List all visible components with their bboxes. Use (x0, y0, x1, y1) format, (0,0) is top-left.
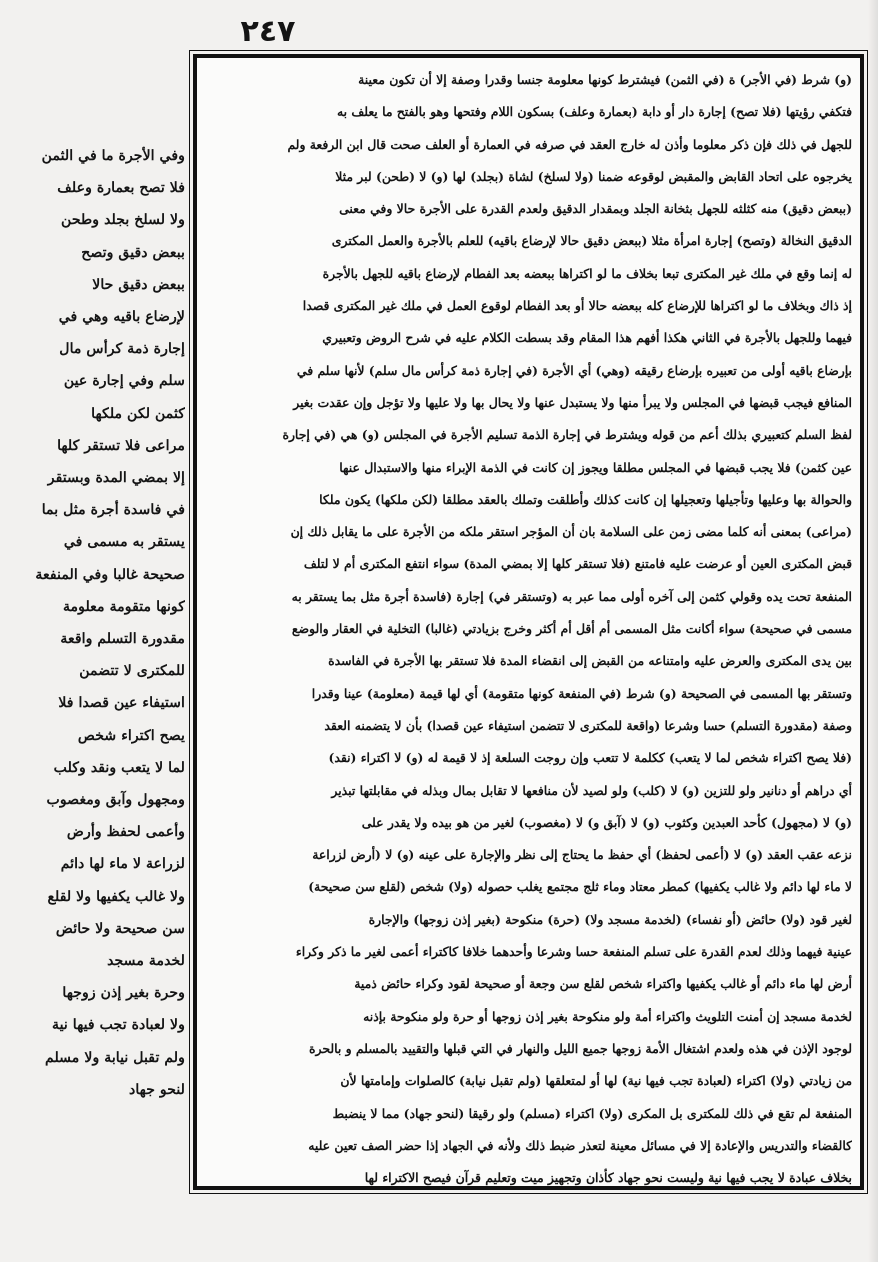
main-text-line: لخدمة مسجد إن أمنت التلويث واكتراء أمة ولو منكوحة بغير إذن زوجها أو حرة ولو منكوحة بإذنه (363, 1008, 852, 1024)
margin-text-line: وحرة بغير إذن زوجها (62, 985, 185, 1002)
margin-text-line: إلا بمضي المدة وبستقر (47, 470, 185, 487)
margin-text-line: يستقر به مسمى في (63, 534, 185, 551)
main-text-line: نزعه عقب العقد (و) لا (أعمى لحفظ) أي حفظ ما يحتاج إلى نظر والإجارة على عينه (و) لا (أرض لزراعة (312, 847, 852, 863)
main-text-line: (و) لا (مجهول) كأحد العبدين وكثوب (و) لا (آبق و) لا (مغصوب) لغير من هو بيده ولا يقدر على (361, 814, 852, 830)
main-text-line: المنفعة تحت يده وقولي كثمن إلى آخره أولى مما عبر به (وتستقر في) إجارة (فاسدة أجرة مثل بما يستقر به (291, 588, 852, 604)
main-text-line: بإرضاع باقيه أولى من تعبيره بإرضاع رقيقه (وهي) أي الأجرة (في إجارة ذمة كرأس مال سلم) لأنها سلم في (296, 362, 852, 378)
main-text-line: أرض لها ماء دائم أو غالب يكفيها واكتراء شخص لقلع سن وجعة أو صحيحة لقود وكراء حائض ذمية (354, 976, 852, 992)
main-text-body (205, 64, 852, 1190)
main-text-line: بين يدى المكترى والعرض عليه وامتناعه من القبض إلى انقضاء المدة فلا تستقر بها الأجرة في الفاسدة (328, 653, 852, 669)
margin-text-line: سلم وفي إجارة عين (63, 373, 185, 390)
main-text-line: فتكفي رؤيتها (فلا تصح) إجارة دار أو دابة (بعمارة وعلف) بسكون اللام وفتحها وهو بالفتح ما يعلف به (337, 104, 852, 120)
main-text-line: أي دراهم أو دنانير ولو للتزين (و) لا (كلب) ولو لصيد لأن منافعها لا تقابل بمال وبذله في مقابلتها تبذير (331, 782, 852, 798)
main-text-line: إذ ذاك وبخلاف ما لو اكتراها للإرضاع كله ببعضه حالا أو بعد الفطام لوقوع العمل في ملك غير المكترى قصدا (302, 298, 852, 314)
main-text-line: الدقيق النخالة (وتصح) إجارة امرأة مثلا (ببعض دقيق حالا لإرضاع باقيه) للعلم بالأجرة والعمل المكترى (331, 233, 852, 249)
main-text-line: والحوالة بها وعليها وتأجيلها وتعجيلها إن كانت كذلك وأطلقت وتملك بالعقد مطلقا (لكن ملكها) يكون ملكا (319, 491, 852, 507)
margin-text-line: كثمن لكن ملكها (91, 405, 185, 422)
main-text-line: فيهما وللجهل بالأجرة في الثاني هكذا أفهم هذا المقام وقد بسطت الكلام عليه في شرح الروض وتعبيري (322, 330, 852, 346)
margin-text-line: ولا لسلخ بجلد وطحن (61, 212, 185, 229)
margin-text-line: ولم تقبل نيابة ولا مسلم (45, 1049, 185, 1066)
margin-text-line: ولا غالب يكفيها ولا لقلع (47, 888, 185, 905)
main-text-line: وصفة (مقدورة التسلم) حسا وشرعا (واقعة للمكترى لا تتضمن استيفاء عين قصدا) بأن لا يتضمنه العقد (324, 717, 852, 733)
main-text-line: قبض المكترى العين أو عرضت عليه فامتنع (فلا تستقر كلها إلا بمضي المدة) سواء انتفع المكترى أم لا لتلف (303, 556, 852, 572)
main-text-line: لوجود الإذن في هذه ولعدم اشتغال الأمة زوجها جميع الليل والنهار في التي قبلها والتقييد بالمسلم و بالحرة (309, 1040, 852, 1056)
margin-text-line: صحيحة غالبا وفي المنفعة (35, 566, 185, 583)
page-edge-shadow (868, 0, 878, 1262)
margin-text-line: إجارة ذمة كرأس مال (59, 341, 185, 358)
margin-text-line: ببعض دقيق حالا (92, 276, 185, 293)
main-text-line: له إنما وقع في ملك غير المكترى تبعا بخلاف ما لو اكتراها ببعضه بعد الفطام لإرضاع باقيه للجهل بالأجرة (322, 265, 852, 281)
main-text-line: (مراعى) بمعنى أنه كلما مضى زمن على السلامة بان أن المؤجر استقر ملكه من الأجرة على ما يقابل ذلك إن (290, 524, 852, 540)
main-text-line: (فلا يصح اكتراء شخص لما لا يتعب) ككلمة لا تتعب وإن روجت السلعة إذ لا قيمة له (و) لا اكتراء (نقد) (328, 750, 852, 766)
main-text-line: وتستقر بها المسمى في الصحيحة (و) شرط (في المنفعة كونها متقومة) أي لها قيمة (معلومة) عينا وقدرا (311, 685, 852, 701)
margin-text-line: ببعض دقيق وتصح (81, 244, 185, 261)
margin-text-line: ولا لعبادة تجب فيها نية (51, 1017, 185, 1034)
margin-text-line: لزراعة لا ماء لها دائم (60, 856, 185, 873)
main-text-frame (193, 54, 864, 1190)
margin-text-line: فلا تصح بعمارة وعلف (57, 180, 185, 197)
margin-text-line: وفي الأجرة ما في الثمن (41, 148, 185, 164)
margin-text-line: سن صحيحة ولا حائض (55, 920, 185, 937)
main-text-line: لفظ السلم كتعبيري بذلك أعم من قوله ويشترط في إجارة الذمة تسليم الأجرة في المجلس (و) هي (في إجارة (282, 427, 852, 443)
main-text-line: بخلاف عبادة لا يجب فيها نية وليست نحو جهاد كأذان وتجهيز ميت وتعليم قرآن فيصح الاكتراء لها (364, 1170, 852, 1186)
main-text-line: يخرجوه على اتحاد القابض والمقبض لوقوعه ضمنا (ولا لسلخ) لشاة (بجلد) لها (و) لا (طحن) لبر مثلا (335, 168, 852, 184)
main-text-line: عين كثمن) فلا يجب قبضها في المجلس مطلقا ويجوز إن كانت في الذمة الإبراء منها والاستبدال عنها (339, 459, 852, 475)
margin-text-line: مقدورة التسلم واقعة (60, 631, 185, 648)
margin-text-line: وأعمى لحفظ وأرض (66, 824, 185, 841)
main-text-line: (ببعض دقيق) منه كثلثه للجهل بثخانة الجلد وبمقدار الدقيق ولعدم القدرة على الأجرة حالا وفي معنى (339, 201, 852, 217)
main-text-line: كالقضاء والتدريس والإعادة إلا في مسائل معينة لتعذر ضبط ذلك ولأنه في الجهاد إذا حضر الصف تعين عليه (308, 1137, 852, 1153)
main-text-line: (و) شرط (في الأجر) ة (في الثمن) فيشترط كونها معلومة جنسا وقدرا وصفة إلا أن تكون معينة (358, 72, 852, 87)
margin-text-line: مراعى فلا تستقر كلها (57, 437, 185, 454)
margin-text-line: كونها متقومة معلومة (62, 598, 185, 615)
main-text-line: لغير قود (ولا) حائض (أو نفساء) (لخدمة مسجد ولا) (حرة) منكوحة (بغير إذن زوجها) والإجارة (368, 911, 852, 927)
margin-text-line: يصح اكتراء شخص (77, 727, 185, 744)
margin-text-line: لما لا يتعب ونقد وكلب (53, 759, 185, 776)
margin-text-line: في فاسدة أجرة مثل بما (41, 502, 185, 519)
main-text-line: للجهل في ذلك فإن ذكر معلوما وأذن له خارج العقد في صرفه في العمارة أو العلف صحت قال ابن الرفعة ولم (287, 136, 852, 152)
page-number: ٢٤٧ (240, 14, 296, 49)
margin-text-column (22, 140, 185, 1106)
main-text-line: المنفعة لم تقع في ذلك للمكترى بل المكرى (ولا) اكتراء (مسلم) ولو رقيقا (لنحو جهاد) مما لا ينضبط (332, 1105, 852, 1121)
margin-text-line: لإرضاع باقيه وهي في (58, 309, 185, 326)
margin-text-line: لخدمة مسجد (107, 953, 185, 970)
main-text-line: المنافع فيجب قبضها في المجلس ولا يبرأ منها ولا يستبدل عنها ولا يحال بها ولا عليها ولا تؤجل وإن عقدت بغير (293, 394, 852, 410)
margin-text-line: للمكترى لا تتضمن (79, 663, 185, 680)
main-text-line: لا ماء لها دائم ولا غالب يكفيها) كمطر معتاد وماء ثلج مجتمع يغلب حصوله (ولا) شخص (لقلع سن صحيحة) (308, 879, 852, 895)
main-text-line: عينية فيهما وذلك لعدم القدرة على تسلم المنفعة حسا وشرعا وأحدهما خلافا كاكتراء أعمى لغير ما ذكر وكراء (295, 944, 852, 960)
margin-text-line: ومجهول وآبق ومغصوب (46, 792, 185, 809)
margin-text-line: استيفاء عين قصدا فلا (58, 695, 185, 712)
main-text-line: مسمى في صحيحة) سواء أكانت مثل المسمى أم أقل أم أكثر وخرج بزيادتي (غالبا) التخلية في العقار والوضع (291, 621, 852, 637)
main-text-line: من زيادتي (ولا) اكتراء (لعبادة تجب فيها نية) لها أو لمتعلقها (ولم تقبل نيابة) كالصلوات وإمامتها لأن (340, 1073, 852, 1089)
margin-text-line: لنحو جهاد (129, 1081, 185, 1098)
